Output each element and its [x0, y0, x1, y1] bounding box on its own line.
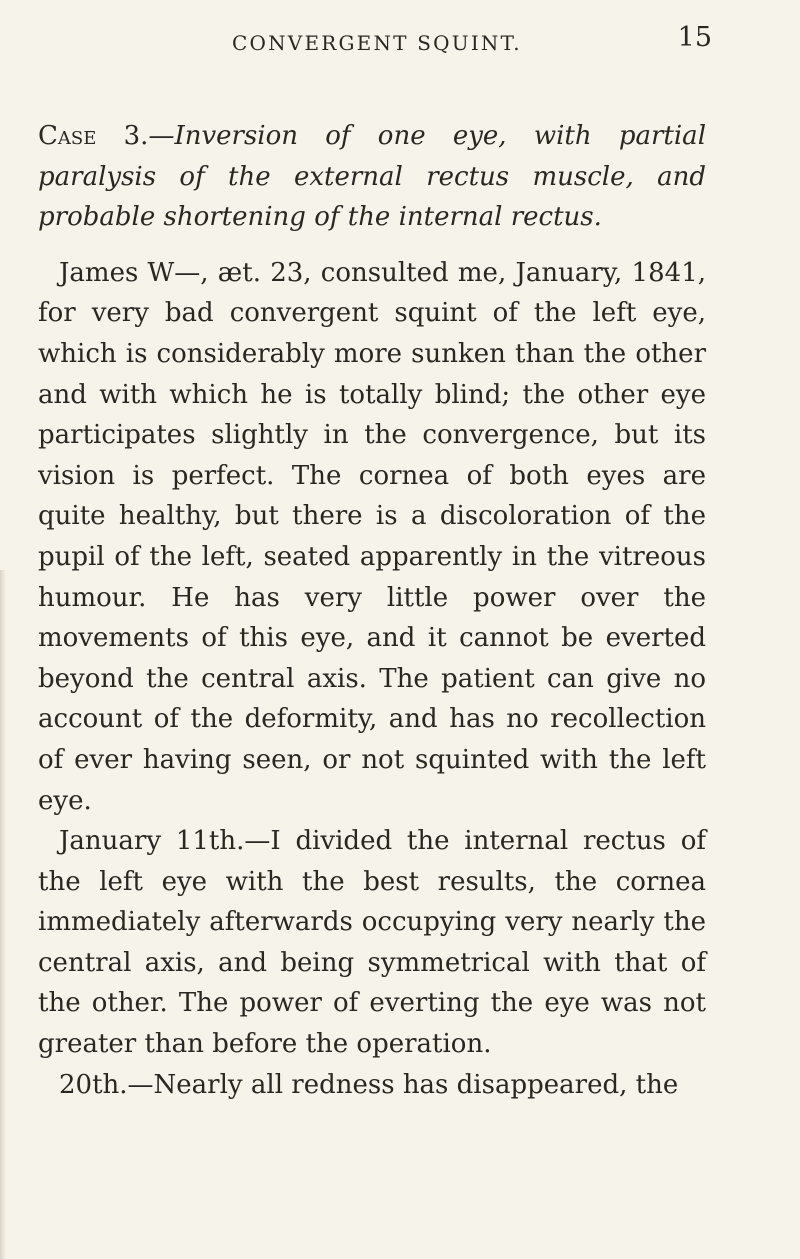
page-body: [38, 116, 706, 1105]
paragraph: James W—, æt. 23, consulted me, January, 1841, for very bad convergent squint of the left eye, which is considerably more sunken than the other and with which he is totally blind; the other eye participates slightly in the convergence, but its vision is perfect. The cornea of both eyes are quite healthy, but there is a discoloration of the pupil of the left, seated apparently in the vitreous humour. He has very little power over the movements of this eye, and it cannot be everted beyond the central axis. The patient can give no account of the deformity, and has no recollection of ever having seen, or not squinted with the left eye.: [38, 257, 706, 816]
case-title: Inversion of one eye, with partial paralysis of the external rectus muscle, and probable shortening of the internal rectus.: [38, 121, 707, 233]
paragraph: 20th.—Nearly all redness has disappeared, the: [59, 1069, 679, 1100]
case-label: Case 3.: [38, 121, 149, 151]
case-dash: —: [148, 121, 175, 151]
page-header: [232, 18, 712, 68]
running-title: CONVERGENT SQUINT.: [232, 31, 522, 55]
page-edge-shadow: [0, 570, 6, 1259]
case-heading: [38, 116, 706, 238]
page-number: 15: [677, 22, 712, 53]
paragraph: January 11th.—I divided the internal rectus of the left eye with the best results, the cornea immediately afterwards occupying very nearly the central axis, and being symmetrical with that of the other. The power of everting the eye was not greater than before the operation.: [38, 826, 706, 1060]
